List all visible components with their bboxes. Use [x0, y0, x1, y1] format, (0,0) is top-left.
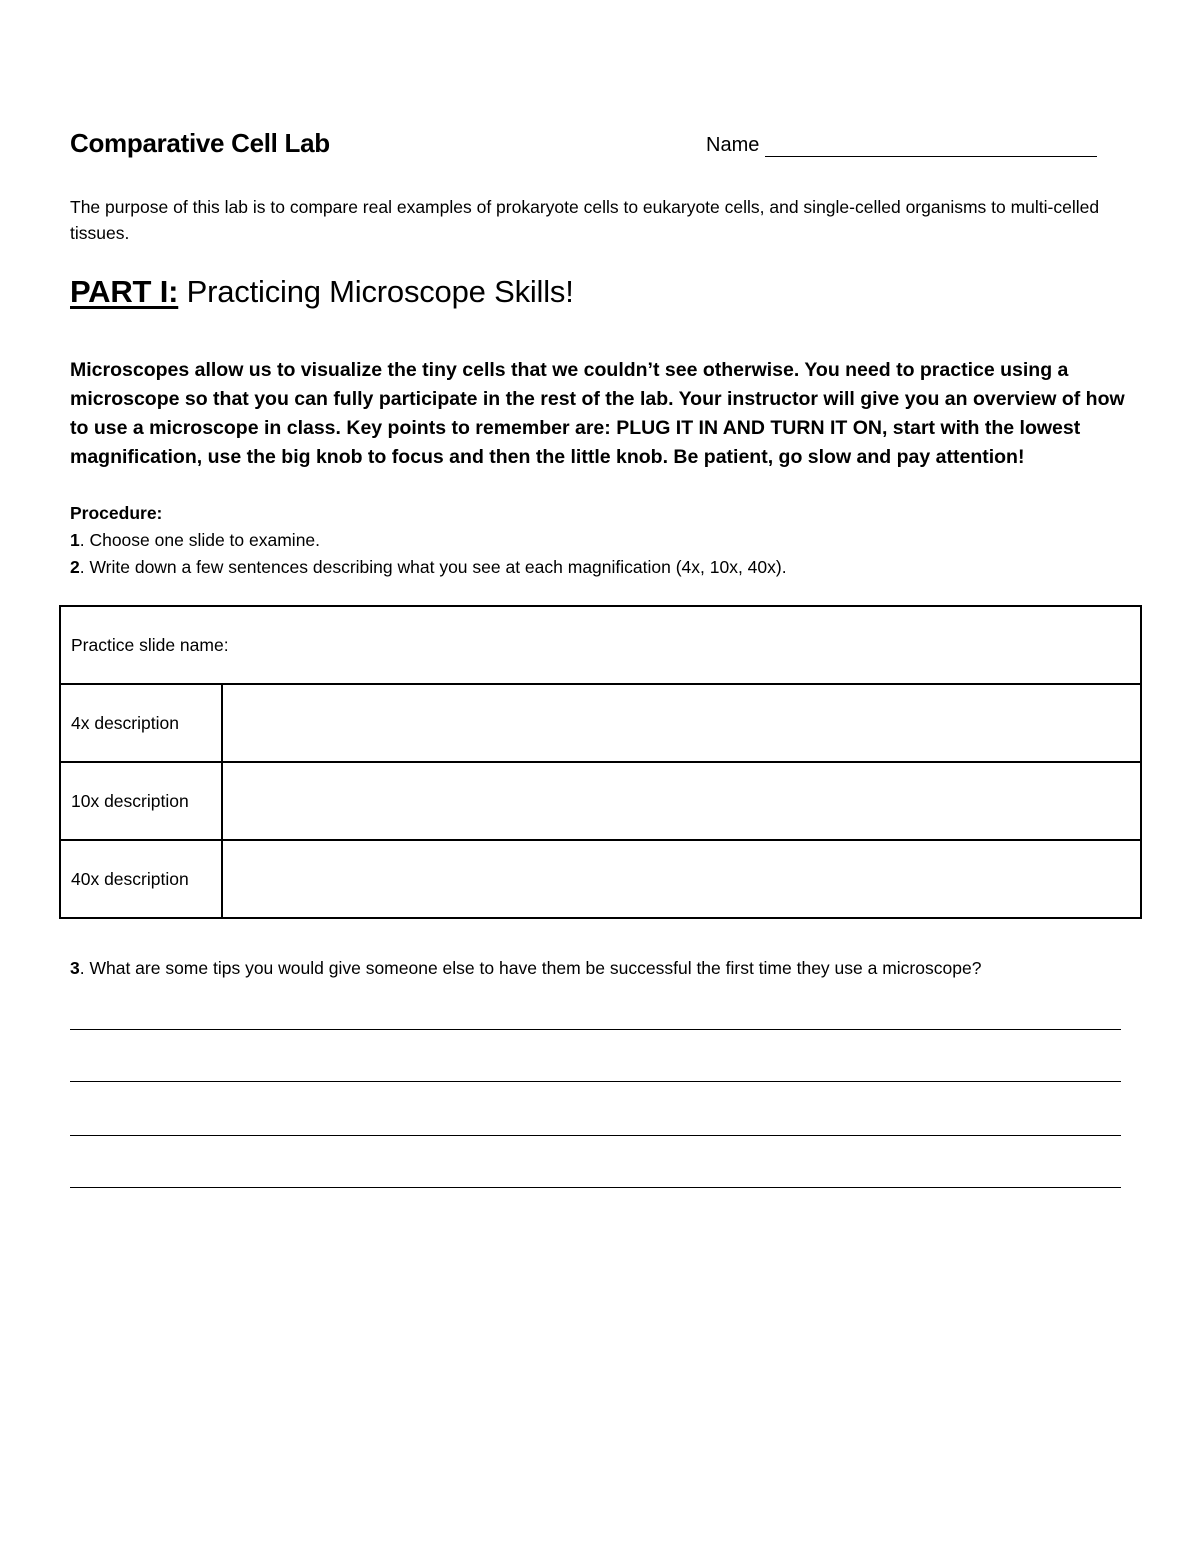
step-number: 2 — [70, 557, 80, 577]
purpose-text: The purpose of this lab is to compare real examples of prokaryote cells to eukaryote cells, and single-celled organisms to multi-celled tissues. — [70, 197, 1100, 243]
row-label: 10x description — [60, 762, 222, 840]
table-row — [60, 762, 1141, 840]
step-text: . Choose one slide to examine. — [79, 530, 321, 550]
answer-line[interactable] — [70, 1081, 1121, 1082]
part-title: Practicing Microscope Skills! — [178, 274, 574, 309]
description-cell[interactable] — [222, 762, 1141, 840]
slide-name-cell[interactable] — [60, 606, 1141, 684]
question-3 — [70, 955, 1132, 981]
procedure-step — [70, 554, 1132, 581]
part-label: PART I: — [70, 274, 179, 309]
table-row — [60, 684, 1141, 762]
answer-line[interactable] — [70, 1135, 1121, 1136]
answer-line[interactable] — [70, 1029, 1121, 1030]
procedure-title: Procedure: — [70, 503, 163, 523]
document-title: Comparative Cell Lab — [70, 128, 330, 158]
name-label: Name — [706, 134, 760, 156]
question-number: 3 — [70, 958, 80, 978]
table-row — [60, 840, 1141, 918]
step-number: 1 — [70, 530, 80, 550]
part-heading — [70, 274, 574, 310]
header — [70, 128, 1130, 164]
name-input-line[interactable] — [765, 136, 1097, 157]
intro-paragraph: Microscopes allow us to visualize the tiny cells that we couldn’t see otherwise. You need to practice using a microscope so that you can fully participate in the rest of the lab. Your instructor will give you an overview of how to use a microscope in class. Key points to remember are: PLUG IT IN AND TURN IT ON, start with the lowest magnification, use the big knob to focus and then the little knob. Be patient, go slow and pay attention! — [70, 359, 1125, 468]
description-cell[interactable] — [222, 840, 1141, 918]
procedure-step — [70, 527, 1132, 554]
name-field — [706, 134, 1097, 157]
description-cell[interactable] — [222, 684, 1141, 762]
question-text: . What are some tips you would give someone else to have them be successful the first time they use a microscope? — [79, 958, 982, 978]
table-row — [60, 606, 1141, 684]
observation-table — [59, 605, 1142, 919]
answer-line[interactable] — [70, 1187, 1121, 1188]
slide-name-label: Practice slide name: — [71, 634, 229, 655]
step-text: . Write down a few sentences describing what you see at each magnification (4x, 10x, 40x). — [79, 557, 787, 577]
row-label: 4x description — [60, 684, 222, 762]
procedure-section — [70, 500, 1132, 581]
row-label: 40x description — [60, 840, 222, 918]
